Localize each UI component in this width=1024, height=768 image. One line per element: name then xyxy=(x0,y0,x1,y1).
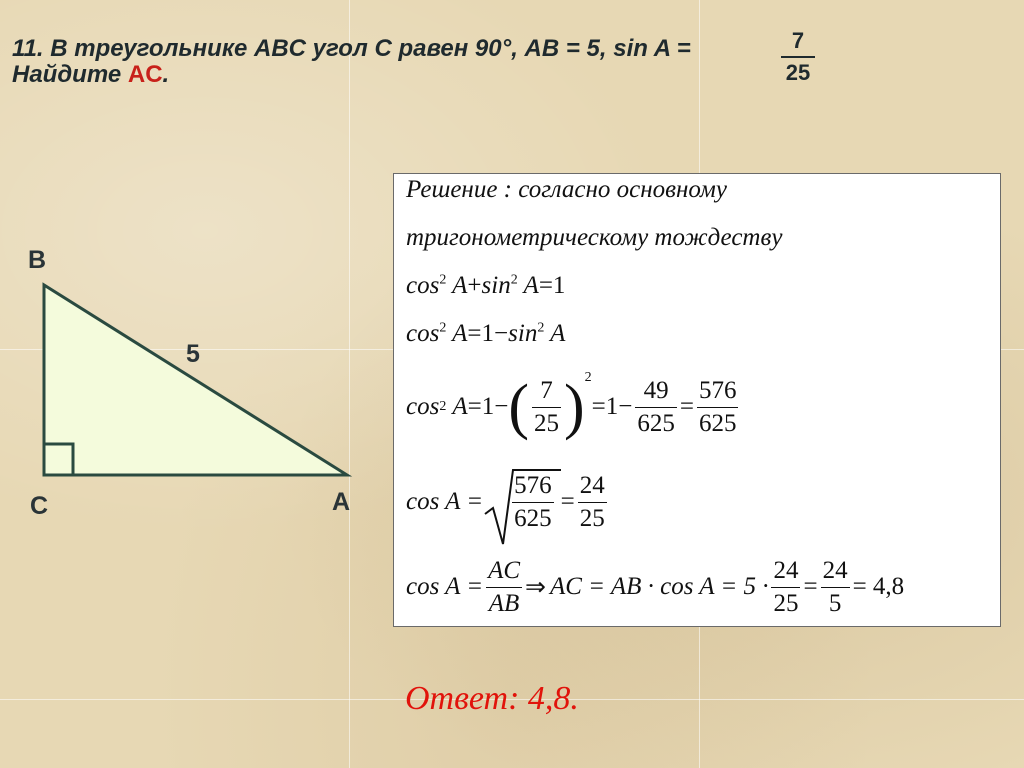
denominator: 25 xyxy=(579,504,605,532)
solution-intro-line-1: Решение : согласно основному xyxy=(406,176,727,203)
answer-text: Ответ: 4,8. xyxy=(405,680,579,717)
equals-sign: = xyxy=(560,488,575,515)
sin-term: sin xyxy=(481,272,511,299)
cos-a-value xyxy=(406,462,610,542)
angle-a: A xyxy=(452,320,468,347)
angle-a: A xyxy=(550,320,566,347)
fraction-24-25 xyxy=(771,555,800,620)
equals-sign: = xyxy=(467,320,482,347)
vertex-label-b: B xyxy=(28,246,47,274)
close-paren: ) xyxy=(563,373,585,441)
one: 1 xyxy=(605,393,619,420)
side-ab-length: 5 xyxy=(186,340,200,368)
numerator: 49 xyxy=(635,375,677,408)
final-result: = 4,8 xyxy=(852,573,905,600)
denominator: 5 xyxy=(828,589,842,617)
exponent: 2 xyxy=(584,370,592,385)
vertex-label-c: C xyxy=(30,492,49,520)
cos-squared-computation xyxy=(406,366,741,448)
radical-sign xyxy=(483,464,563,548)
rearranged-equation xyxy=(406,320,565,348)
problem-find-text: Найдите xyxy=(12,61,128,88)
problem-text: 11. В треугольнике ABC угол C равен 90°, AB = 5, sin A = xyxy=(12,35,691,62)
equals-sign: = xyxy=(591,393,606,420)
denominator: 625 xyxy=(514,504,552,532)
numerator: AC xyxy=(486,555,522,588)
plus-sign: + xyxy=(467,272,482,299)
equals-sign: = xyxy=(679,393,694,420)
numerator: 576 xyxy=(697,375,739,408)
ac-expression: AC = AB · cos A = 5 · xyxy=(549,573,769,600)
cos-term: cos xyxy=(406,393,440,420)
denominator: 625 xyxy=(637,409,675,437)
fraction-49-625 xyxy=(635,375,677,440)
denominator: 625 xyxy=(698,409,737,437)
denominator: 25 xyxy=(533,409,559,437)
ac-final-computation xyxy=(406,550,904,624)
sin-a-fraction xyxy=(781,28,815,86)
fraction-576-625 xyxy=(697,375,739,440)
fraction-ac-ab xyxy=(486,555,522,620)
cos-term: cos xyxy=(406,320,440,347)
minus-sign: − xyxy=(494,320,509,347)
fraction-7-25 xyxy=(532,375,561,440)
exponent: 2 xyxy=(510,272,518,288)
numerator: 7 xyxy=(532,375,561,408)
sin-term: sin xyxy=(508,320,538,347)
numerator: 24 xyxy=(771,555,800,588)
numerator: 24 xyxy=(821,555,850,588)
equals-sign: = xyxy=(538,272,553,299)
vertex-label-a: A xyxy=(332,488,351,516)
sin-numerator: 7 xyxy=(791,28,805,53)
minus-sign: − xyxy=(618,393,633,420)
triangle-abc xyxy=(44,285,347,475)
numerator: 576 xyxy=(512,470,554,503)
exponent: 2 xyxy=(439,272,447,288)
angle-a: A xyxy=(452,393,468,420)
angle-a: A xyxy=(523,272,539,299)
square-root xyxy=(483,470,557,535)
problem-period: . xyxy=(162,61,170,88)
minus-sign: − xyxy=(494,393,509,420)
equals-sign: = xyxy=(803,573,818,600)
solution-intro-line-2: тригонометрическому тождеству xyxy=(406,224,783,251)
numerator: 24 xyxy=(578,470,607,503)
one: 1 xyxy=(481,320,495,347)
exponent: 2 xyxy=(439,320,447,336)
sin-denominator: 25 xyxy=(785,60,811,85)
fraction-bar xyxy=(781,56,815,58)
triangle-diagram xyxy=(0,0,400,540)
cos-a-label: cos A = xyxy=(406,573,484,600)
solution-box xyxy=(393,173,1001,627)
problem-target-ac: AC xyxy=(127,61,163,88)
fraction-24-5 xyxy=(821,555,850,620)
one: 1 xyxy=(552,272,566,299)
exponent: 2 xyxy=(537,320,545,336)
denominator: AB xyxy=(488,589,520,617)
fraction-24-25 xyxy=(578,470,607,535)
one: 1 xyxy=(481,393,495,420)
angle-a: A xyxy=(452,272,468,299)
implies-arrow: ⇒ xyxy=(525,574,546,601)
identity-equation xyxy=(406,272,565,300)
open-paren: ( xyxy=(508,373,529,441)
equals-sign: = xyxy=(467,393,482,420)
cos-a-label: cos A = xyxy=(406,488,484,515)
cos-term: cos xyxy=(406,272,440,299)
denominator: 25 xyxy=(773,589,799,617)
exponent: 2 xyxy=(439,399,447,414)
